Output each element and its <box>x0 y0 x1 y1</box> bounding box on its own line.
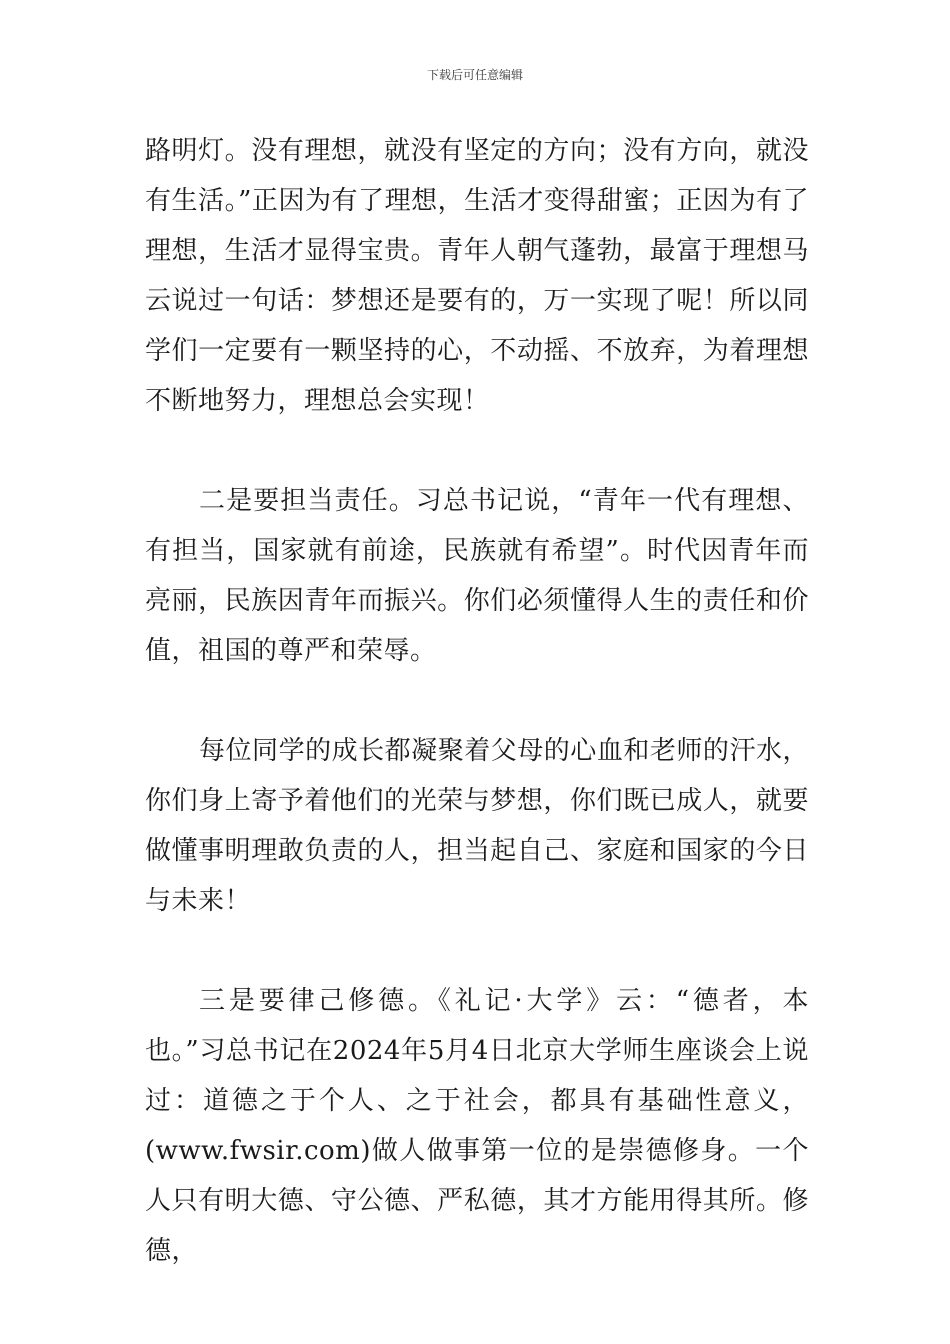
paragraph-continued: 路明灯。没有理想，就没有坚定的方向；没有方向，就没有生活。”正因为有了理想，生活才变得甜蜜；正因为有了理想，生活才显得宝贵。青年人朝气蓬勃，最富于理想马云说过一句话：梦想还是要有的，万一实现了呢！所以同学们一定要有一颗坚持的心，不动摇、不放弃，为着理想不断地努力，理想总会实现！ <box>145 136 809 416</box>
paragraph-morality: 三是要律己修德。《礼记·大学》云：“德者，本也。”习总书记在2024年5月4日北京大学师生座谈会上说过：道德之于个人、之于社会，都具有基础性意义，(www.fwsir.com)做人做事第一位的是崇德修身。一个人只有明大德、守公德、严私德，其才方能用得其所。修德， <box>145 986 809 1266</box>
paragraph-responsibility: 二是要担当责任。习总书记说，“青年一代有理想、有担当，国家就有前途，民族就有希望”。时代因青年而亮丽，民族因青年而振兴。你们必须懂得人生的责任和价值，祖国的尊严和荣辱。 <box>145 486 809 666</box>
document-body <box>145 126 809 1276</box>
paragraph-growth: 每位同学的成长都凝聚着父母的心血和老师的汗水，你们身上寄予着他们的光荣与梦想，你们既已成人，就要做懂事明理敢负责的人，担当起自己、家庭和国家的今日与未来！ <box>145 736 809 916</box>
page-header: 下载后可任意编辑 <box>426 68 523 82</box>
